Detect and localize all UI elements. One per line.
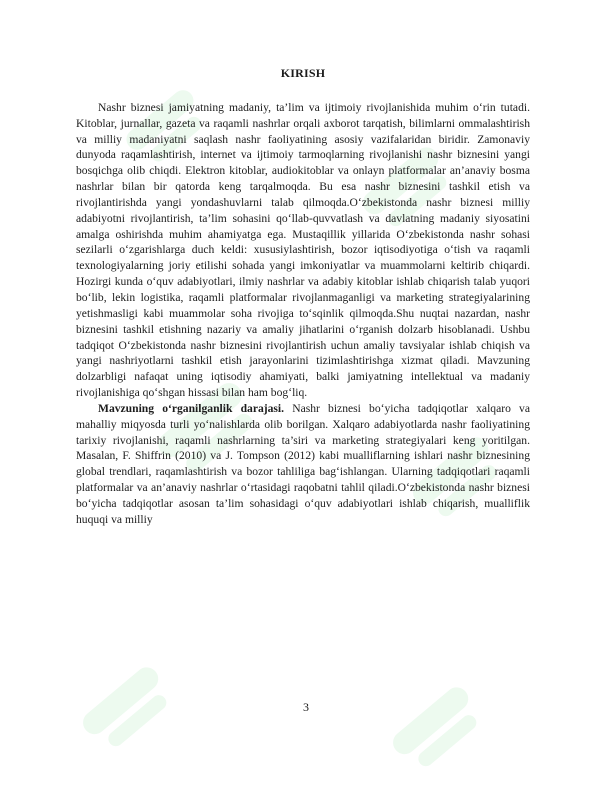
page-number: 3 [303, 700, 309, 714]
intro-paragraph: Nashr biznesi jamiyatning madaniy, ta’lim va ijtimoiy rivojlanishida muhim o‘rin tutadi. Kitoblar, jurnallar, gazeta va raqamli nashrlar orqali axborot tarqatish, bilimlarni ommalashtirish va milliy madaniyatni saqlash nashr faoliyatining asosiy vazifalaridan biridir. Zamonaviy dunyoda raqamlashtirish, internet va ijtimoiy tarmoqlarning rivojlanishi nashr biznesini yangi bosqichga olib chiqdi. Elektron kitoblar, audiokitoblar va onlayn platformalar an’anaviy bosma nashrlar bilan bir qatorda keng tarqalmoqda. Bu esa nashr biznesini tashkil etish va rivojlantirishda yangi yondashuvlarni talab qilmoqda.O‘zbekistonda nashr biznesi milliy adabiyotni rivojlantirish, ta’lim sohasini qo‘llab-quvvatlash va davlatning madaniy siyosatini amalga oshirishda muhim ahamiyatga ega. Mustaqillik yillarida O‘zbekistonda nashr sohasi sezilarli o‘zgarishlarga duch keldi: xususiylashtirish, bozor iqtisodiyotiga o‘tish va raqamli texnologiyalarning joriy etilishi sohada yangi imkoniyatlar va muammolarni keltirib chiqardi. Hozirgi kunda o‘quv adabiyotlari, ilmiy nashrlar va adabiy kitoblar ishlab chiqarish talab yuqori bo‘lib, lekin logistika, raqamli platformalar rivojlanmaganligi va marketing strategiyalarining yetishmasligi kabi muammolar soha rivojiga to‘sqinlik qilmoqda.Shu nuqtai nazardan, nashr biznesini tashkil etishning nazariy va amaliy jihatlarini o‘rganish dolzarb hisoblanadi. Ushbu tadqiqot O‘zbekistonda nashr biznesini rivojlantirish uchun amaliy tavsiyalar ishlab chiqish va yangi nashriyotlarni tashkil etish jarayonlarini tizimlashtirishga xizmat qiladi. Mavzuning dolzarbligi nafaqat uning iqtisodiy ahamiyati, balki jamiyatning intellektual va madaniy rivojlanishiga qo‘shgan hissasi bilan ham bog‘liq. [76, 100, 530, 400]
document-body [76, 66, 530, 528]
section-title: KIRISH [280, 66, 326, 80]
study-level-heading: Mavzuning o‘rganilganlik darajasi. [98, 401, 285, 415]
study-level-text: Nashr biznesi bo‘yicha tadqiqotlar xalqaro va mahalliy miqyosda turli yo‘nalishlarda olib borilgan. Xalqaro adabiyotlarda nashr faoliyatining tarixiy rivojlanishi, raqamli nashrlarning ta’siri va marketing strategiyalari keng yoritilgan. Masalan, F. Shiffrin (2010) va J. Tompson (2012) kabi mualliflarning ishlari nashr biznesining global trendlari, raqamlashtirish va bozor tahliliga bag‘ishlangan. Ularning tadqiqotlari raqamli platformalar va an’anaviy nashrlar o‘rtasidagi raqobatni tahlil qiladi.O‘zbekistonda nashr biznesi bo‘yicha tadqiqotlar asosan ta’lim sohasidagi o‘quv adabiyotlari ishlab chiqarish, mualliflik huquqi va milliy [76, 401, 530, 526]
study-level-paragraph [76, 401, 530, 528]
